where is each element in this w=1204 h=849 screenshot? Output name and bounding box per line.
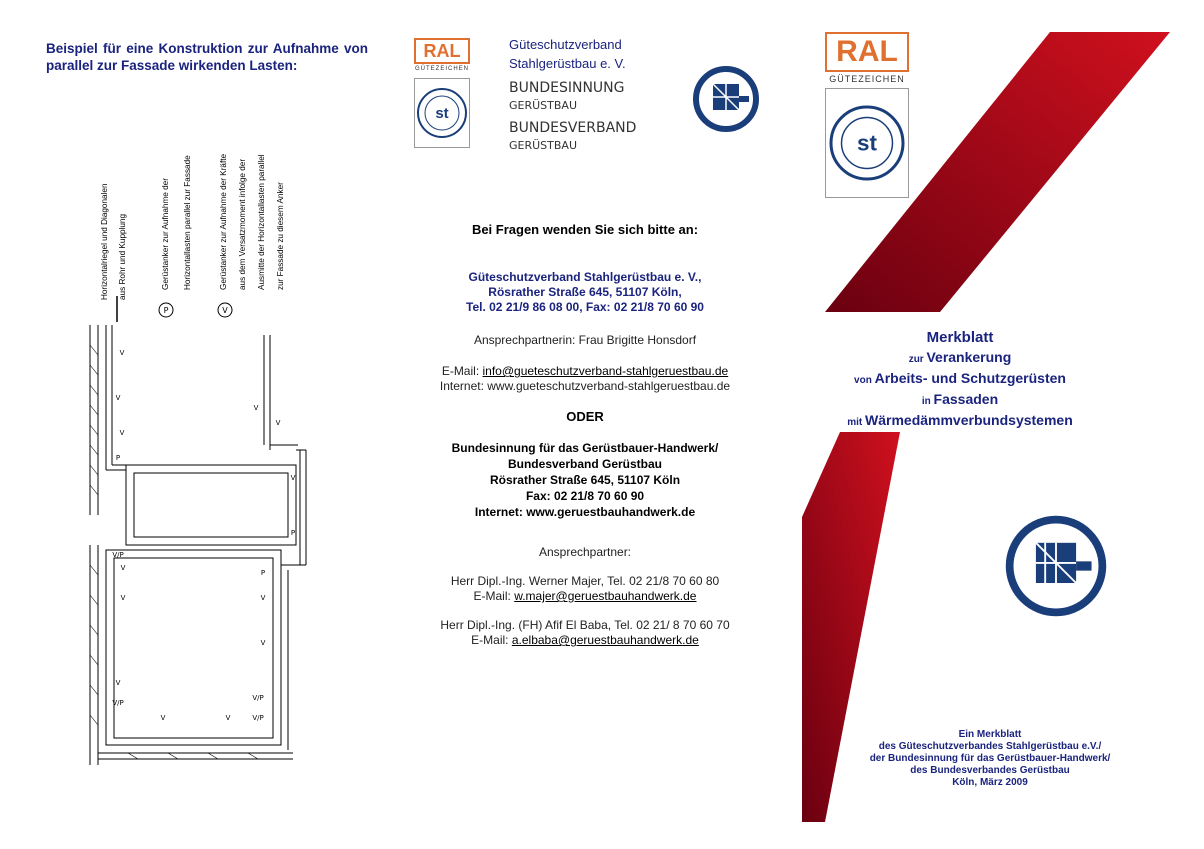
symbol-v: V [222, 306, 228, 315]
g-logo-large [1005, 515, 1107, 617]
footer-line-5: Köln, März 2009 [952, 777, 1028, 788]
email-link[interactable]: info@gueteschutzverband-stahlgeruestbau.de [482, 364, 729, 378]
svg-text:st: st [435, 105, 449, 122]
g-logo-small [693, 66, 759, 132]
partner-1 [405, 574, 765, 604]
bv-text-1: BUNDESVERBAND [509, 120, 637, 136]
bi-line-3: Rösrather Straße 645, 51107 Köln [489, 473, 681, 487]
title-arbeits: Arbeits- und Schutzgerüsten [874, 370, 1066, 386]
bi-line-2: Bundesverband Gerüstbau [507, 457, 663, 471]
gsv-line-2: Rösrather Straße 645, 51107 Köln, [488, 285, 682, 299]
email-label: E-Mail: [441, 364, 483, 378]
legend-text: Horizontallasten parallel zur Fassade [183, 155, 192, 290]
contact-person: Ansprechpartnerin: Frau Brigitte Honsdorf [473, 333, 697, 347]
anchor-label: V/P [112, 551, 124, 559]
legend-symbols [100, 290, 240, 330]
anchor-label: V [120, 594, 126, 602]
partner-1-email[interactable]: w.majer@geruestbauhandwerk.de [514, 589, 697, 603]
bi-text-1: BUNDESINNUNG [509, 80, 625, 96]
anchor-label: V [275, 419, 281, 427]
or-label: ODER [566, 409, 604, 424]
anchor-label: V [115, 679, 121, 687]
title-fassaden: Fassaden [933, 391, 999, 407]
st-logo-icon [416, 87, 468, 139]
st-logo-large-icon [828, 104, 906, 182]
legend-text: Ausmitte der Horizontallasten parallel [257, 154, 266, 290]
anchor-label: V [225, 714, 231, 722]
email-label: E-Mail: [471, 633, 512, 647]
title-wdvs: Wärmedämmverbundsystemen [865, 412, 1073, 428]
internet-link[interactable]: Internet: www.gueteschutzverband-stahlgeruestbau.de [439, 379, 731, 393]
org-name-1: Güteschutzverband [509, 37, 622, 52]
bi-line-1: Bundesinnung für das Gerüstbauer-Handwerk/ [451, 441, 719, 455]
footer-line-2: des Güteschutzverbandes Stahlgerüstbau e.V./ [878, 741, 1102, 752]
anchor-label: V [115, 394, 121, 402]
anchor-label: P [260, 569, 266, 577]
title-verankerung: Verankerung [926, 349, 1012, 365]
title-block [810, 328, 1110, 432]
legend-text: aus dem Versatzmoment infolge der [238, 158, 247, 290]
title-main: Merkblatt [926, 329, 994, 346]
contact-heading: Bei Fragen wenden Sie sich bitte an: [471, 222, 699, 237]
ral-logo-sub: GÜTEZEICHEN [414, 66, 469, 72]
legend-text: Gerüstanker zur Aufnahme der Kräfte [219, 153, 228, 290]
anchor-label: P [290, 529, 296, 537]
gsv-contacts [405, 364, 765, 394]
bi-block [405, 440, 765, 520]
title-mit: mit [847, 417, 866, 428]
gsv-block [405, 270, 765, 315]
anchor-label: V [260, 639, 266, 647]
st-logo-large [825, 88, 909, 198]
legend-text: Gerüstanker zur Aufnahme der [161, 178, 170, 290]
partner-2-email[interactable]: a.elbaba@geruestbauhandwerk.de [511, 633, 699, 647]
ral-logo-large: RAL [825, 32, 909, 72]
legend-text: Horizontalriegel und Diagonalen [100, 183, 109, 300]
st-logo [414, 78, 470, 148]
bi-line-4: Fax: 02 21/8 70 60 90 [525, 489, 645, 503]
partner-1-line: Herr Dipl.-Ing. Werner Majer, Tel. 02 21/8 70 60 80 [450, 574, 720, 588]
anchor-label: V [290, 474, 296, 482]
anchor-label: V/P [252, 714, 264, 722]
footer-line-4: des Bundesverbandes Gerüstbau [910, 765, 1070, 776]
svg-text:st: st [856, 130, 878, 156]
legend-text: aus Rohr und Kupplung [118, 213, 127, 300]
construction-drawing [88, 325, 328, 765]
title-von: von [854, 375, 875, 386]
partner-2-line: Herr Dipl.-Ing. (FH) Afif El Baba, Tel. 02 21/ 8 70 60 70 [440, 618, 730, 632]
anchor-label: V [253, 404, 259, 412]
anchor-label: V [160, 714, 166, 722]
partners-label: Ansprechpartner: [538, 545, 632, 559]
email-label: E-Mail: [473, 589, 515, 603]
org-name-2: Stahlgerüstbau e. V. [509, 56, 626, 71]
footer-block [830, 729, 1150, 789]
bi-line-5[interactable]: Internet: www.geruestbauhandwerk.de [474, 505, 696, 519]
anchor-label: P [115, 454, 121, 462]
symbol-p: P [163, 306, 169, 315]
anchor-label: V [119, 349, 125, 357]
anchor-label: V/P [112, 699, 124, 707]
bv-text-2: GERÜSTBAU [509, 139, 577, 152]
anchor-label: V/P [252, 694, 264, 702]
footer-line-1: Ein Merkblatt [958, 729, 1022, 740]
gsv-line-3: Tel. 02 21/9 86 08 00, Fax: 02 21/8 70 60 90 [466, 300, 704, 314]
ral-logo: RAL [414, 38, 470, 64]
partner-2 [405, 618, 765, 648]
gsv-line-1: Güteschutzverband Stahlgerüstbau e. V., [468, 270, 702, 284]
bi-text-2: GERÜSTBAU [509, 99, 577, 112]
title-in: in [921, 396, 934, 407]
legend-text: zur Fassade zu diesem Anker [276, 182, 285, 290]
footer-line-3: der Bundesinnung für das Gerüstbauer-Handwerk/ [869, 753, 1111, 764]
anchor-label: V [120, 564, 126, 572]
ral-logo-large-sub: GÜTEZEICHEN [829, 74, 905, 84]
anchor-label: V [119, 429, 125, 437]
title-zur: zur [908, 354, 927, 365]
left-heading: Beispiel für eine Konstruktion zur Aufnahme von parallel zur Fassade wirkenden Lasten: [46, 41, 368, 73]
anchor-label: V [260, 594, 266, 602]
